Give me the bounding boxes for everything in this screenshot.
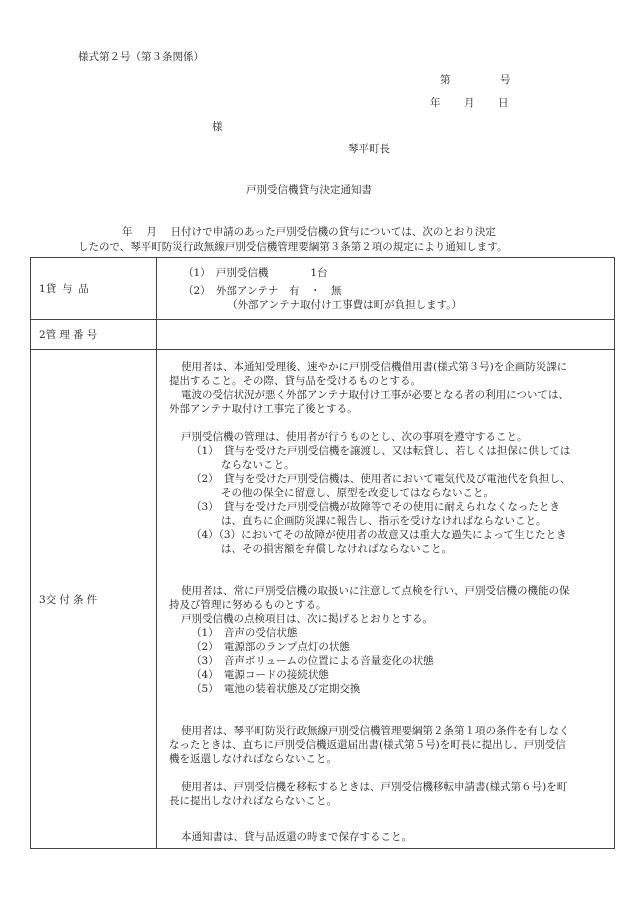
condition-1-line-2: 提出すること。その際、貸与品を受けるものとする。: [169, 375, 421, 387]
notice-table: [30, 257, 615, 849]
intro-line-2: したので、琴平町防災行政無線戸別受信機管理要綱第３条第２項の規定により通知します。: [78, 241, 508, 253]
number-suffix: 号: [500, 74, 511, 86]
condition-2-item-2a: （2） 貸与を受けた戸別受信機は、使用者において電気代及び電池代を負担し、: [191, 473, 571, 485]
condition-2-item-4b: は、その損害額を弁償しなければならないこと。: [221, 543, 452, 555]
inspection-item-4: （4） 電源コードの接続状態: [191, 669, 329, 681]
content-conditions: [157, 350, 615, 849]
inspection-item-3: （3） 音声ボリュームの位置による音量変化の状態: [191, 655, 434, 667]
condition-3-line-2: 持及び管理に努めるものとする。: [169, 599, 327, 611]
document-number: [440, 73, 511, 87]
inspection-item-2: （2） 電源部のランプ点灯の状態: [191, 641, 350, 653]
condition-4-line-2: なったときは、直ちに戸別受信機返還届出書(様式第５号)を町長に提出し、戸別受信: [169, 739, 566, 751]
label-management: [31, 320, 157, 350]
condition-1-line-3: 電波の受信状況が悪く外部アンテナ取付け工事が必要となる者の利用については、: [181, 389, 569, 401]
inspection-item-5: （5） 電池の装着状態及び定期交換: [191, 683, 361, 695]
row-lending: [31, 258, 615, 320]
number-prefix: 第: [440, 74, 451, 86]
issuer-name: 琴平町長: [348, 143, 390, 155]
condition-3-line-1: 使用者は、常に戸別受信機の取扱いに注意して点検を行い、戸別受信機の機能の保: [181, 585, 570, 597]
management-number-value: [157, 320, 615, 350]
label-conditions: [31, 350, 157, 849]
lending-item-1: （1） 戸別受信機 1台: [183, 266, 328, 279]
condition-4-line-1: 使用者は、琴平町防災行政無線戸別受信機管理要綱第２条第１項の条件を有しなく: [181, 725, 570, 737]
condition-2-item-1b: ならないこと。: [221, 459, 295, 471]
issue-date: [430, 96, 532, 110]
condition-2-item-3a: （3） 貸与を受けた戸別受信機が故障等でその使用に耐えられなくなったとき: [191, 501, 560, 513]
date-year: 年: [430, 97, 441, 109]
condition-1-line-1: 使用者は、本通知受理後、速やかに戸別受信機借用書(様式第３号)を企画防災課に: [181, 361, 568, 373]
lending-item-2: （2） 外部アンテナ 有 ・ 無: [183, 284, 342, 297]
label-lending: [31, 258, 157, 320]
condition-5-line-2: 長に提出しなければならないこと。: [169, 795, 337, 807]
condition-1-line-4: 外部アンテナ取付け工事完了後とする。: [169, 403, 358, 415]
label-number: 3: [39, 593, 46, 606]
condition-5-line-1: 使用者は、戸別受信機を移転するときは、戸別受信機移転申請書(様式第６号)を町: [181, 781, 568, 793]
label-text: 貸与品: [45, 283, 95, 295]
date-month: 月: [464, 97, 475, 109]
condition-2-item-3b: は、直ちに企画防災課に報告し、指示を受けなければならないこと。: [221, 515, 547, 527]
condition-4-line-3: 機を返還しなければならないこと。: [169, 753, 337, 765]
inspection-item-1: （1） 音声の受信状態: [191, 627, 298, 639]
condition-3-line-3: 戸別受信機の点検項目は、次に掲げるとおりとする。: [181, 613, 433, 625]
label-number: 2: [39, 329, 46, 341]
row-conditions: [31, 350, 615, 849]
intro-line-1: 年 月 日付けで申請のあった戸別受信機の貸与については、次のとおり決定: [122, 226, 496, 238]
condition-6-line-1: 本通知書は、貸与品返還の時まで保存すること。: [181, 831, 412, 843]
condition-2-item-1a: （1） 貸与を受けた戸別受信機を譲渡し、又は転貸し、若しくは担保に供しては: [191, 445, 571, 457]
row-management: [31, 320, 615, 350]
addressee-suffix: 様: [212, 121, 223, 133]
condition-2-item-2b: その他の保全に留意し、原型を改変してはならないこと。: [221, 487, 494, 499]
label-number: 1: [39, 283, 46, 295]
date-day: 日: [498, 97, 509, 109]
lending-item-2-note: （外部アンテナ取付け工事費は町が負担します。）: [227, 298, 462, 311]
condition-2-item-4a: （4）（3）においてその故障が使用者の故意又は重大な過失によって生じたとき: [191, 529, 567, 541]
label-text: 管理番号: [45, 329, 101, 341]
condition-2-head: 戸別受信機の管理は、使用者が行うものとし、次の事項を遵守すること。: [181, 431, 528, 443]
document-title: 戸別受信機貸与決定通知書: [246, 184, 372, 196]
label-text: 交付条件: [45, 593, 101, 606]
form-caption: 様式第２号（第３条関係）: [78, 51, 204, 63]
content-lending: [157, 258, 615, 320]
